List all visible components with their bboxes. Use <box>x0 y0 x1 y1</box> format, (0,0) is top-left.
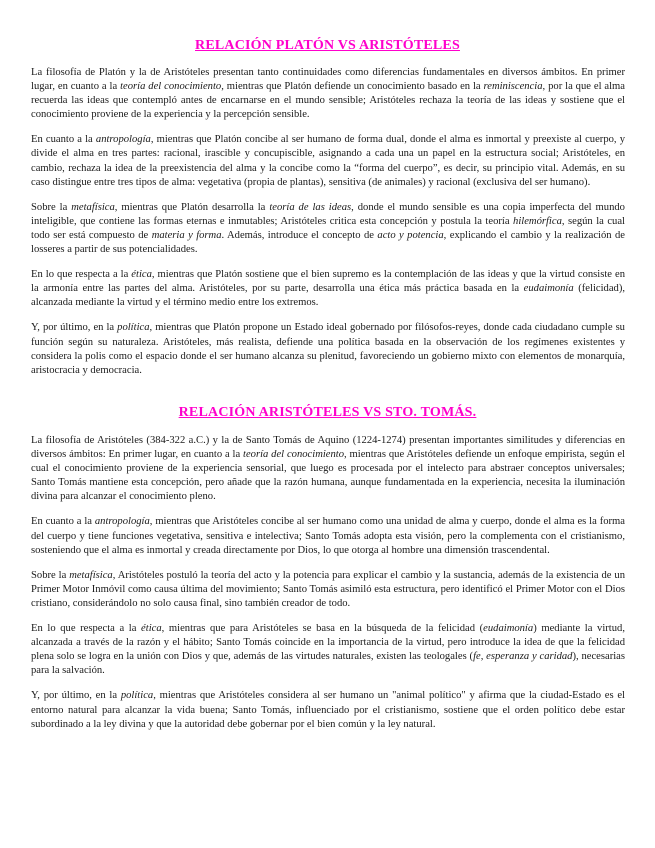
emphasis: eudaimonía <box>523 283 574 295</box>
text-run: , Aristóteles postuló la teoría del acto y la potencia para explicar el cambio y la sustancia, además de la existencia de un Primer Motor Inmóvil como causa última del movimiento; Santo Tomás asimiló esta estructura, pero identificó el Primer Motor con el Dios cristiano, considerándolo no solo causa final, sino también creador de todo. <box>31 569 625 609</box>
emphasis: eudaimonía <box>483 623 534 635</box>
section1-body <box>31 66 625 389</box>
text-run: , explicando el cambio y la realización de losseres a partir de sus potencialidades. <box>31 229 626 256</box>
text-run: Y, por último, en la <box>31 322 118 334</box>
text-run: La filosofía de Aristóteles (384-322 a.C.) y la de Santo Tomás de Aquino (1224-1274) presentan importantes similitudes y diferencias en diversos ámbitos: En primer lugar, en cuanto a la <box>31 435 625 461</box>
emphasis: metafísica <box>69 569 113 581</box>
text-run: En cuanto a la <box>31 516 95 528</box>
text-run: , mientras que Aristóteles concibe al ser humano como una unidad de alma y cuerpo, donde el alma es la forma del cuerpo y tiene funciones vegetativa, sensitiva e intelectiva; Santo Tomás adopta esta visión, pero la complementa con el cristianismo, sosteniendo que el alma es inmortal y creada directamente por Dios, lo que otorga al hombre una dimensión trascendental. <box>31 516 625 556</box>
emphasis: teoría del conocimiento <box>243 449 345 461</box>
emphasis: fe, esperanza y caridad <box>473 651 573 663</box>
section1-paragraph-metaphysics <box>31 201 625 257</box>
emphasis: ética <box>141 623 162 635</box>
emphasis: metafísica <box>71 201 115 213</box>
text-run: En lo que respecta a la <box>31 269 132 281</box>
text-run: , mientras que Platón desarrolla la <box>114 201 270 213</box>
text-run: En lo que respecta a la <box>31 623 142 635</box>
text-run: , mientras que para Aristóteles se basa en la búsqueda de la felicidad ( <box>161 623 484 635</box>
text-run: , mientras que Aristóteles defiende un enfoque empirista, según el cual el conocimiento proviene de la experiencia sensorial, que luego es procesada por el intelecto para abstraer conceptos universales; Santo Tomás mantiene esta concepción, pero añade que la razón humana, aunque fundamentada en la experiencia, necesita la iluminación divina para alcanzar el conocimiento pleno. <box>31 449 625 503</box>
text-run: En cuanto a la <box>31 134 96 146</box>
text-run: , mientras que Aristóteles considera al ser humano un "animal político" y afirma que la ciudad-Estado es el entorno natural para alcanzar la vida buena; Santo Tomás, influenciado por el cristianismo, sostiene que el orden político debe estar subordinado a la ley divina y que la autoridad debe gobernar por el bien común y la ley natural. <box>31 690 625 730</box>
emphasis: política <box>117 322 150 334</box>
section2-title: RELACIÓN ARISTÓTELES VS STO. TOMÁS. <box>178 405 477 420</box>
text-run: . Además, introduce el concepto de <box>221 229 378 241</box>
section2-body <box>31 434 625 743</box>
section1-paragraph-politics <box>31 321 625 377</box>
section2-paragraph-anthropology <box>31 515 625 557</box>
emphasis: teoría del conocimiento <box>120 81 222 93</box>
emphasis: materia y forma <box>151 229 222 241</box>
section1-paragraph-anthropology <box>31 133 625 189</box>
text-run: , por la que el alma recuerda las ideas que contempló antes de encarnarse en el mundo sensible; Aristóteles rechaza la teoría de las ideas y sostiene que el conocimiento proviene de la experiencia y la percepción sensible. <box>31 81 625 121</box>
emphasis: teoría de las ideas <box>269 201 352 213</box>
text-run: Sobre la <box>31 569 70 581</box>
text-run: ) mediante la virtud, alcanzada a través de la razón y el hábito; Santo Tomás coincide en la importancia de la virtud, pero introduce la idea de que la felicidad plena solo se logra en la unión con Dios y que, además de las virtudes naturales, existen las teologales ( <box>31 623 625 663</box>
text-run: , mientras que Platón propone un Estado ideal gobernado por filósofos-reyes, donde cada ciudadano cumple su función según su naturaleza. Aristóteles, más realista, defiende una política basada en la observación de los regímenes existentes y considera la polis como el espacio donde el ser humano alcanza su plenitud, favoreciendo un gobierno mixto con elementos de monarquía, aristocracia y democracia. <box>31 322 625 376</box>
emphasis: acto y potencia <box>377 229 444 241</box>
section1-title: RELACIÓN PLATÓN VS ARISTÓTELES <box>195 38 460 53</box>
text-run: Sobre la <box>31 201 72 213</box>
section2-paragraph-metaphysics <box>31 569 625 611</box>
emphasis: antropología <box>94 516 150 528</box>
emphasis: política <box>120 690 154 702</box>
text-run: , según la cual todo ser está compuesto de <box>31 215 625 241</box>
emphasis: reminiscencia <box>483 81 543 93</box>
emphasis: antropología <box>95 134 151 146</box>
emphasis: ética <box>131 269 152 281</box>
text-run: Y, por último, en la <box>31 690 121 702</box>
text-run: , mientras que Platón sostiene que el bien supremo es la contemplación de las ideas y que la virtud consiste en la armonía entre las partes del alma. Aristóteles, por su parte, desarrolla una ética más práctica basada en la <box>31 269 626 295</box>
text-run: , donde el mundo sensible es una copia imperfecta del mundo inteligible, que contiene las formas eternas e inmutables; Aristóteles critica esta concepción y postula la teoría <box>31 201 625 227</box>
section2-paragraph-politics <box>31 689 625 731</box>
text-run: , mientras que Platón concibe al ser humano de forma dual, donde el alma es inmortal y preexiste al cuerpo, y divide el alma en tres partes: racional, irascible y concupiscible, asignando a cada una un papel en la estructura social; Aristóteles, en cambio, rechaza la idea de la preexistencia del alma y la concibe como la “forma del cuerpo”, es decir, su principio vital. Además, en su caso distingue entre tres tipos de alma: vegetativa (propia de plantas), sensitiva (de animales) y racional (exclusiva del ser humano). <box>31 134 625 188</box>
section2-paragraph-ethics <box>31 622 625 678</box>
section2-paragraph-knowledge <box>31 434 625 504</box>
text-run: (felicidad), alcanzada mediante la virtud y el término medio entre los extremos. <box>31 283 625 309</box>
section1-paragraph-ethics <box>31 268 625 310</box>
text-run: , mientras que Platón defiende un conocimiento basado en la <box>221 81 484 93</box>
section1-paragraph-knowledge <box>31 66 625 122</box>
text-run: La filosofía de Platón y la de Aristóteles presentan tanto continuidades como diferencias fundamentales en diversos ámbitos. En primer lugar, en cuanto a la <box>31 67 625 93</box>
emphasis: hilemórfica <box>513 215 562 227</box>
text-run: ), necesarias para la salvación. <box>31 651 625 677</box>
